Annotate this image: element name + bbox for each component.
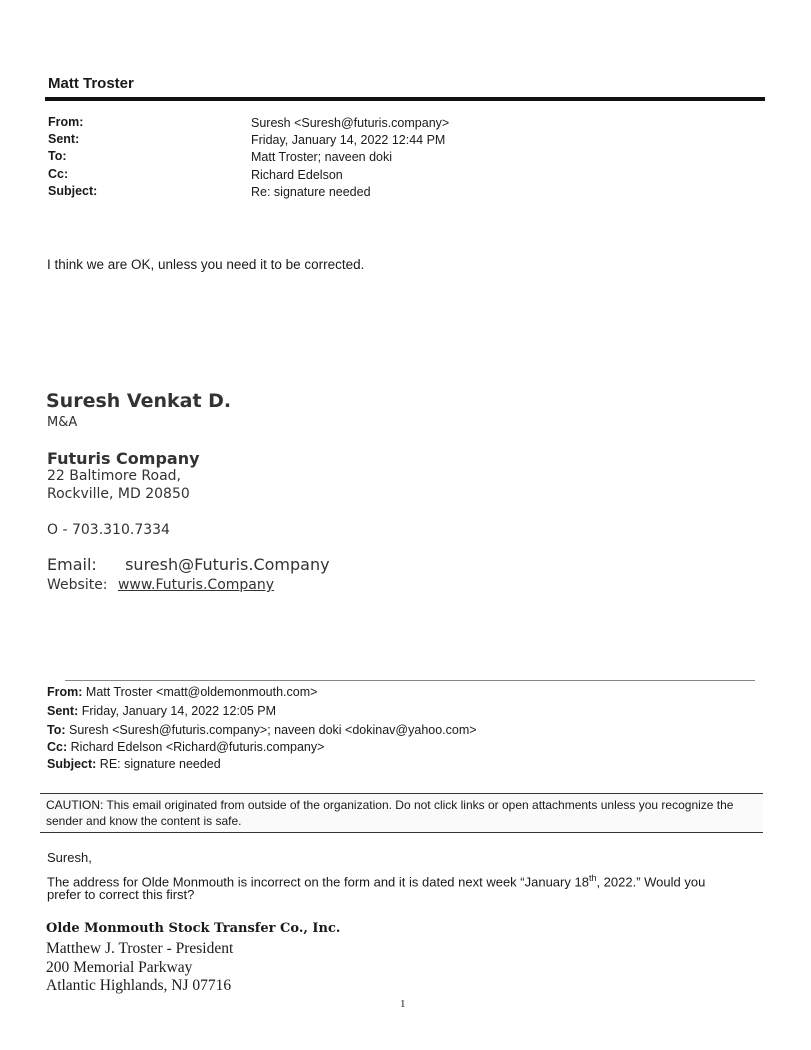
- signature-title: M&A: [47, 415, 78, 430]
- signature-address-line2: Rockville, MD 20850: [47, 486, 190, 502]
- message-line-1-end: , 2022.” Would you: [596, 874, 706, 890]
- caution-message: This email originated from outside of the organization. Do not click links or open attachments unless you recognize the sender and know the content is safe.: [46, 798, 734, 828]
- caution-text: [46, 797, 756, 829]
- forwarded-cc-row: [47, 740, 324, 754]
- forwarded-to-label: To:: [47, 723, 66, 737]
- forwarded-to-row: [47, 723, 477, 737]
- forwarded-sent-label: Sent:: [47, 704, 79, 718]
- sender-name: Matthew J. Troster - President: [46, 940, 234, 957]
- caution-label: CAUTION:: [46, 798, 104, 812]
- signature-website-row: [47, 577, 274, 593]
- signature-name: Suresh Venkat D.: [46, 390, 232, 412]
- signature-email-link[interactable]: suresh@Futuris.Company: [125, 555, 330, 574]
- sent-value: Friday, January 14, 2022 12:44 PM: [251, 133, 446, 147]
- signature-address-line1: 22 Baltimore Road,: [47, 468, 182, 484]
- signature-email-row: [47, 555, 330, 574]
- sent-label: Sent:: [48, 132, 80, 146]
- signature-website-link[interactable]: www.Futuris.Company: [117, 577, 275, 593]
- forwarded-subject-label: Subject:: [47, 757, 97, 771]
- signature-company: Futuris Company: [47, 449, 200, 468]
- forwarded-sent-row: [47, 704, 276, 718]
- message-greeting: Suresh,: [47, 850, 92, 865]
- to-value: Matt Troster; naveen doki: [251, 150, 393, 164]
- cc-label: Cc:: [48, 167, 69, 181]
- forwarded-subject-row: [47, 757, 221, 771]
- subject-label: Subject:: [48, 184, 98, 198]
- message-superscript: th: [588, 873, 597, 883]
- signature-website-label: Website:: [47, 577, 108, 593]
- sender-address-line1: 200 Memorial Parkway: [46, 959, 193, 976]
- sender-address-line2: Atlantic Highlands, NJ 07716: [46, 977, 232, 994]
- subject-value: Re: signature needed: [251, 185, 371, 199]
- header-divider: [45, 97, 765, 101]
- forwarded-cc-label: Cc:: [47, 740, 68, 754]
- sender-company: Olde Monmouth Stock Transfer Co., Inc.: [46, 921, 341, 936]
- cc-value: Richard Edelson: [251, 168, 343, 182]
- mailbox-owner: Matt Troster: [48, 75, 134, 92]
- forwarded-from-row: [47, 685, 317, 699]
- forwarded-cc-value: Richard Edelson <Richard@futuris.company>: [70, 740, 325, 754]
- caution-banner: [40, 793, 763, 833]
- signature-email-label: Email:: [47, 555, 97, 574]
- forwarded-sent-value: Friday, January 14, 2022 12:05 PM: [81, 704, 277, 718]
- reply-body: I think we are OK, unless you need it to be corrected.: [47, 257, 365, 272]
- forwarded-from-label: From:: [47, 685, 83, 699]
- forwarded-from-value: Matt Troster <matt@oldemonmouth.com>: [85, 685, 318, 699]
- message-line-1-start: The address for Olde Monmouth is incorrect on the form and it is dated next week “January 18: [47, 874, 589, 890]
- forwarded-to-value: Suresh <Suresh@futuris.company>; naveen doki <dokinav@yahoo.com>: [69, 723, 477, 737]
- from-label: From:: [48, 115, 84, 129]
- forwarded-subject-value: RE: signature needed: [99, 757, 221, 771]
- message-line-2: prefer to correct this first?: [47, 887, 195, 902]
- forward-divider: [65, 680, 755, 681]
- signature-phone: O - 703.310.7334: [47, 522, 170, 538]
- page-number: 1: [400, 998, 406, 1010]
- from-value: Suresh <Suresh@futuris.company>: [251, 116, 450, 130]
- to-label: To:: [48, 149, 67, 163]
